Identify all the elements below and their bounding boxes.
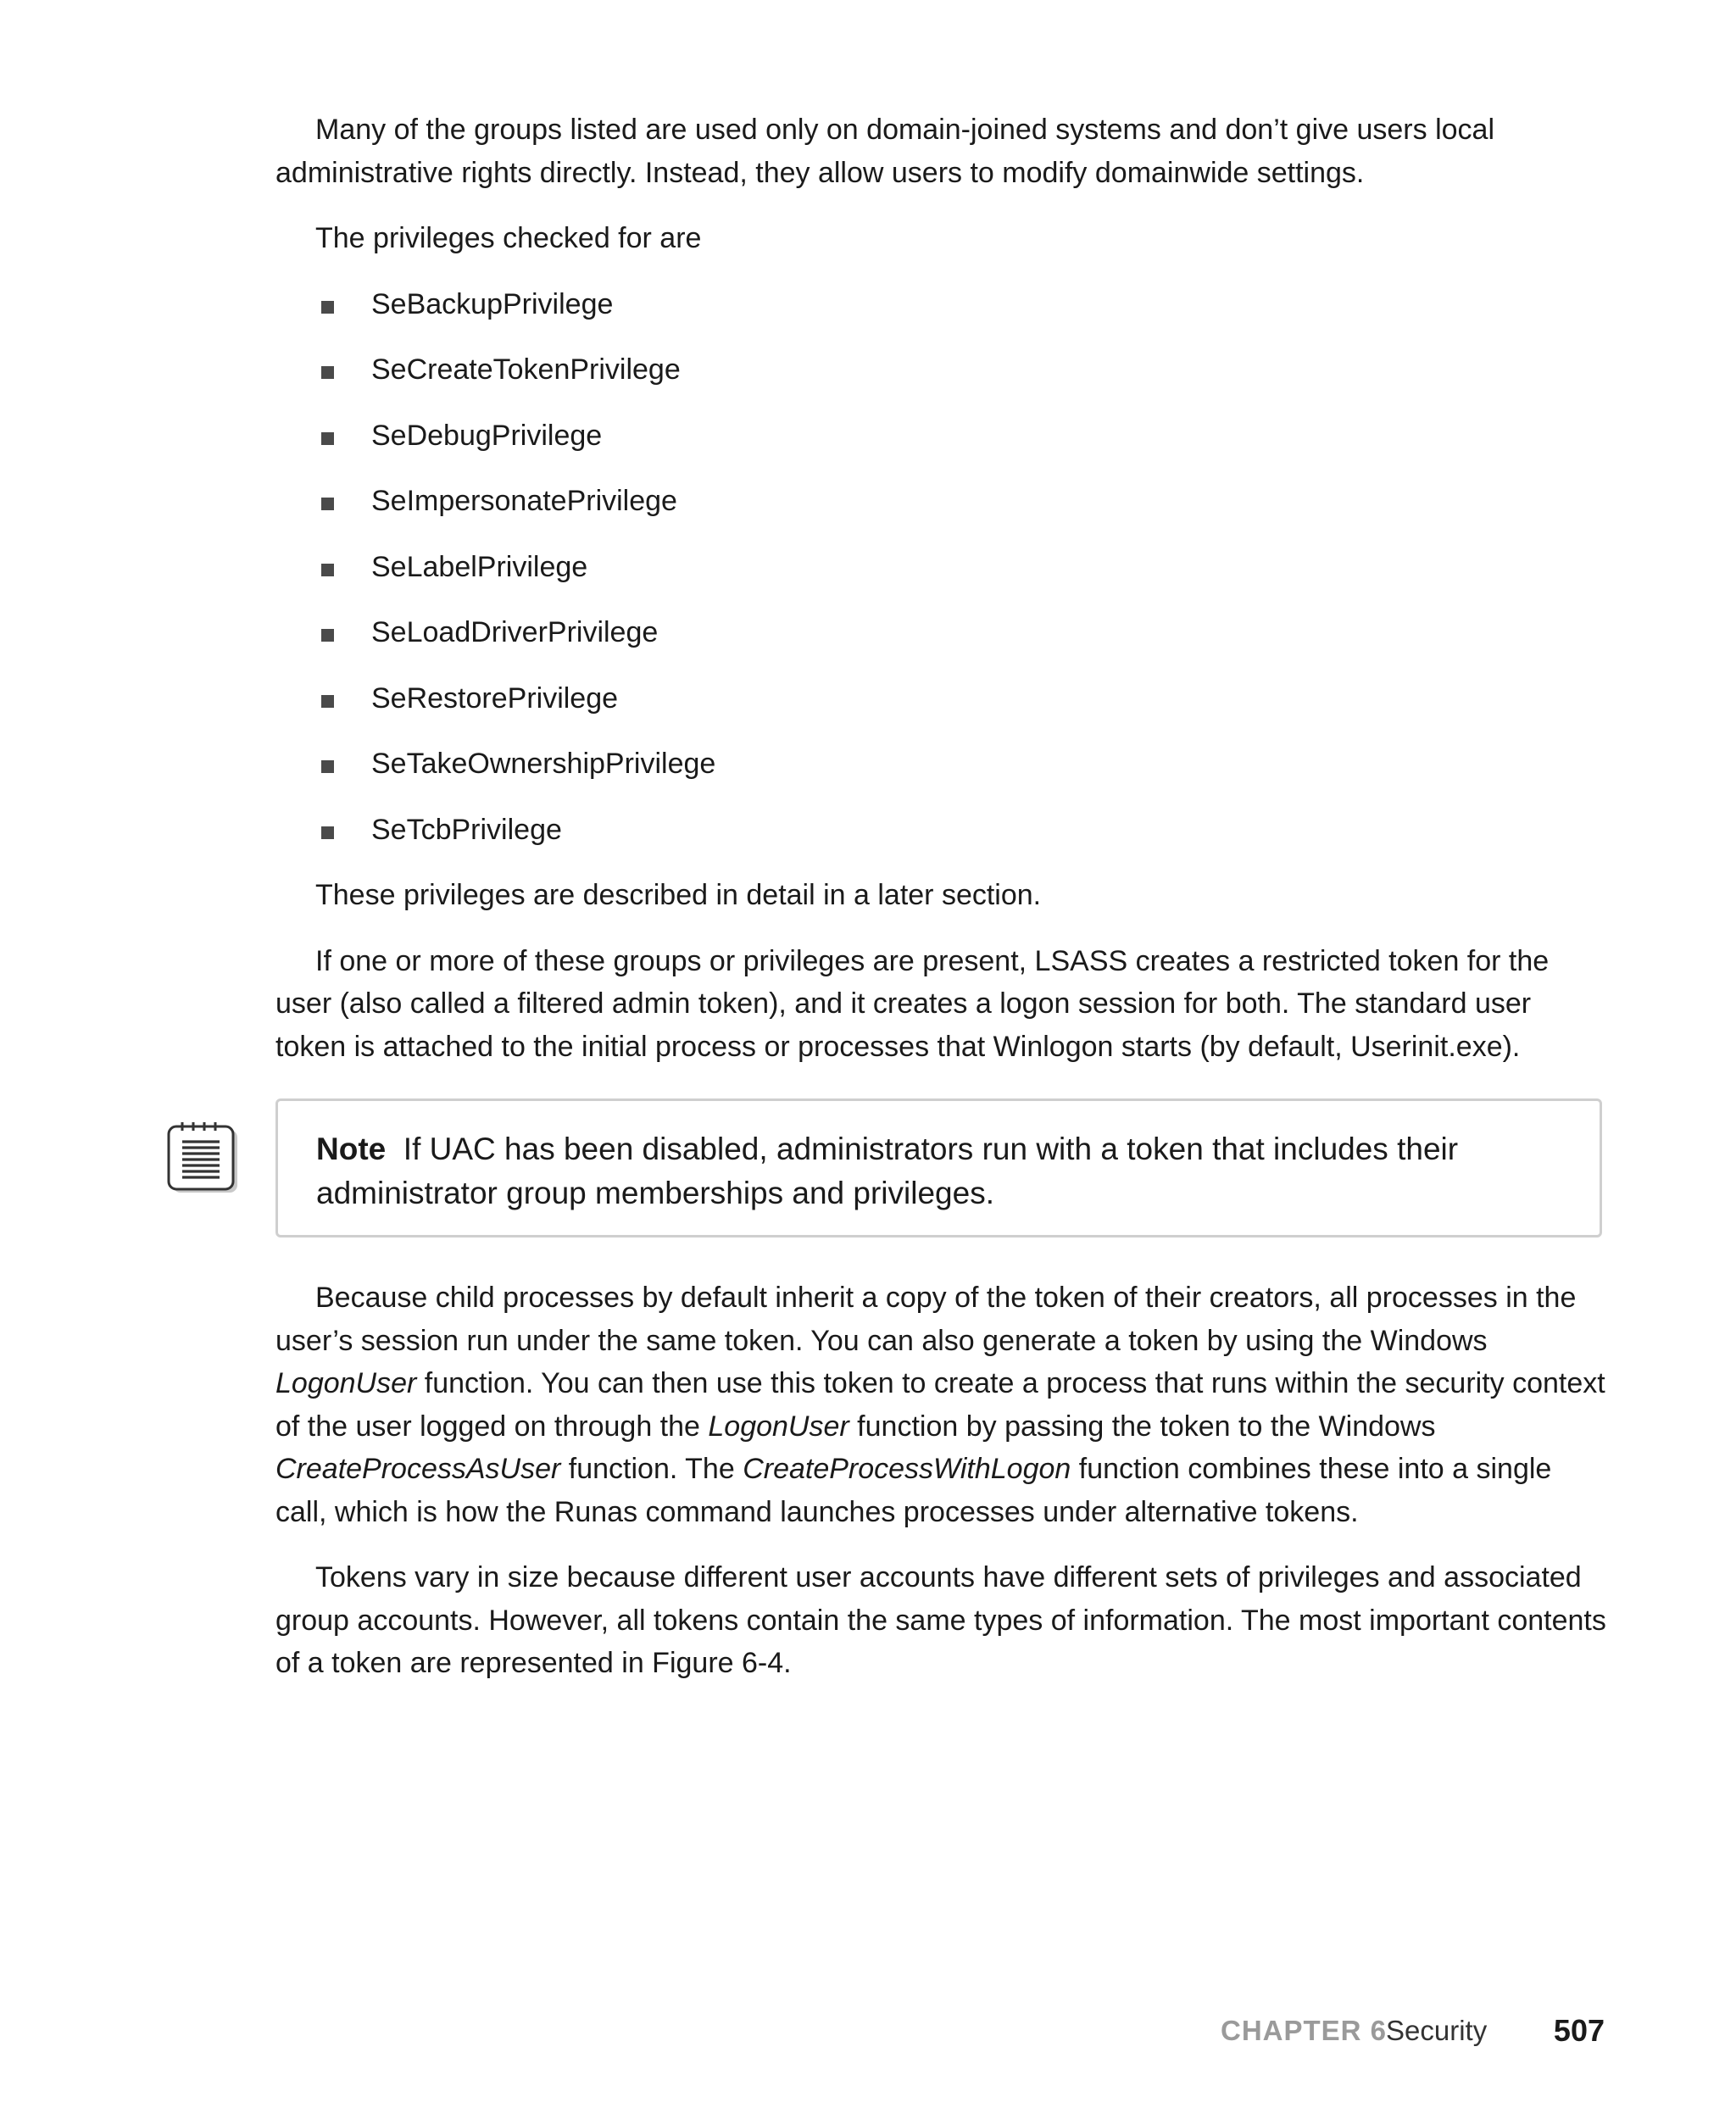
- list-item-label: SeRestorePrivilege: [371, 681, 619, 715]
- list-item-label: SeImpersonatePrivilege: [371, 485, 677, 517]
- note-text: [316, 1127, 1571, 1215]
- text-run: function. You can then use this token to create a process that runs within the security context of the user logged on through the: [275, 1367, 1605, 1443]
- bullet-square-icon: [321, 498, 334, 510]
- token-size-paragraph: Tokens vary in size because different user accounts have different sets of privileges and associated group accounts. However, all tokens contain the same types of information. The most important contents of a token are represented in Figure 6-4.: [275, 1561, 1606, 1679]
- list-item: [275, 414, 1606, 481]
- intro-paragraph: Many of the groups listed are used only on domain-joined systems and don’t give users local administrative rights directly. Instead, they allow users to modify domainwide settings.: [275, 114, 1494, 189]
- list-item: [275, 348, 1606, 414]
- list-item-label: SeLoadDriverPrivilege: [371, 616, 659, 648]
- list-item-label: SeBackupPrivilege: [371, 287, 614, 320]
- function-name: LogonUser: [708, 1410, 849, 1443]
- list-item-label: SeCreateTokenPrivilege: [371, 353, 681, 386]
- note-box: [275, 1098, 1602, 1237]
- bullet-square-icon: [321, 629, 334, 642]
- bullet-square-icon: [321, 301, 334, 314]
- function-name: CreateProcessWithLogon: [743, 1453, 1071, 1485]
- chapter-label: CHAPTER 6: [1221, 2015, 1388, 2046]
- bullet-square-icon: [321, 432, 334, 445]
- list-item-label: SeTcbPrivilege: [371, 813, 562, 846]
- lower-content: [275, 1276, 1606, 1685]
- text-run: function combines these into a single call, which is how the Runas command launches processes under alternative tokens.: [275, 1453, 1552, 1528]
- list-item: [275, 742, 1606, 809]
- list-item-label: SeTakeOwnershipPrivilege: [371, 748, 716, 780]
- list-item: [275, 809, 1606, 875]
- section-title: Security: [1386, 2015, 1488, 2046]
- list-item: [275, 611, 1606, 677]
- list-item-label: SeLabelPrivilege: [371, 550, 588, 583]
- privileges-description: These privileges are described in detail in a later section.: [315, 879, 1042, 911]
- function-name: LogonUser: [275, 1367, 417, 1399]
- text-run: function by passing the token to the Windows: [849, 1410, 1436, 1443]
- list-item-label: SeDebugPrivilege: [371, 419, 603, 452]
- text-run: Because child processes by default inherit a copy of the token of their creators, all processes in the user’s session run under the same token. You can also generate a token by using the Windows: [275, 1282, 1577, 1357]
- note-label: Note: [316, 1132, 387, 1166]
- notepad-icon: [167, 1120, 238, 1196]
- privilege-list: [275, 283, 1606, 875]
- page-footer: [1170, 2010, 1605, 2052]
- upper-content: [275, 108, 1606, 1068]
- list-item: [275, 677, 1606, 743]
- bullet-square-icon: [321, 760, 334, 773]
- list-item: [275, 480, 1606, 546]
- bullet-square-icon: [321, 695, 334, 708]
- privileges-intro: The privileges checked for are: [315, 222, 702, 254]
- restricted-token-paragraph: If one or more of these groups or privileges are present, LSASS creates a restricted token for the user (also called a filtered admin token), and it creates a logon session for both. The standard user token is attached to the initial process or processes that Winlogon starts (by default, Userinit.exe).: [275, 944, 1550, 1063]
- bullet-square-icon: [321, 826, 334, 839]
- list-item: [275, 283, 1606, 349]
- function-name: CreateProcessAsUser: [275, 1453, 561, 1485]
- text-run: function. The: [560, 1453, 743, 1485]
- bullet-square-icon: [321, 564, 334, 576]
- note-body: If UAC has been disabled, administrators run with a token that includes their administrator group memberships and privileges.: [316, 1132, 1459, 1210]
- child-process-paragraph: [275, 1276, 1606, 1533]
- bullet-square-icon: [321, 366, 334, 379]
- page-number: 507: [1553, 2013, 1605, 2048]
- list-item: [275, 546, 1606, 612]
